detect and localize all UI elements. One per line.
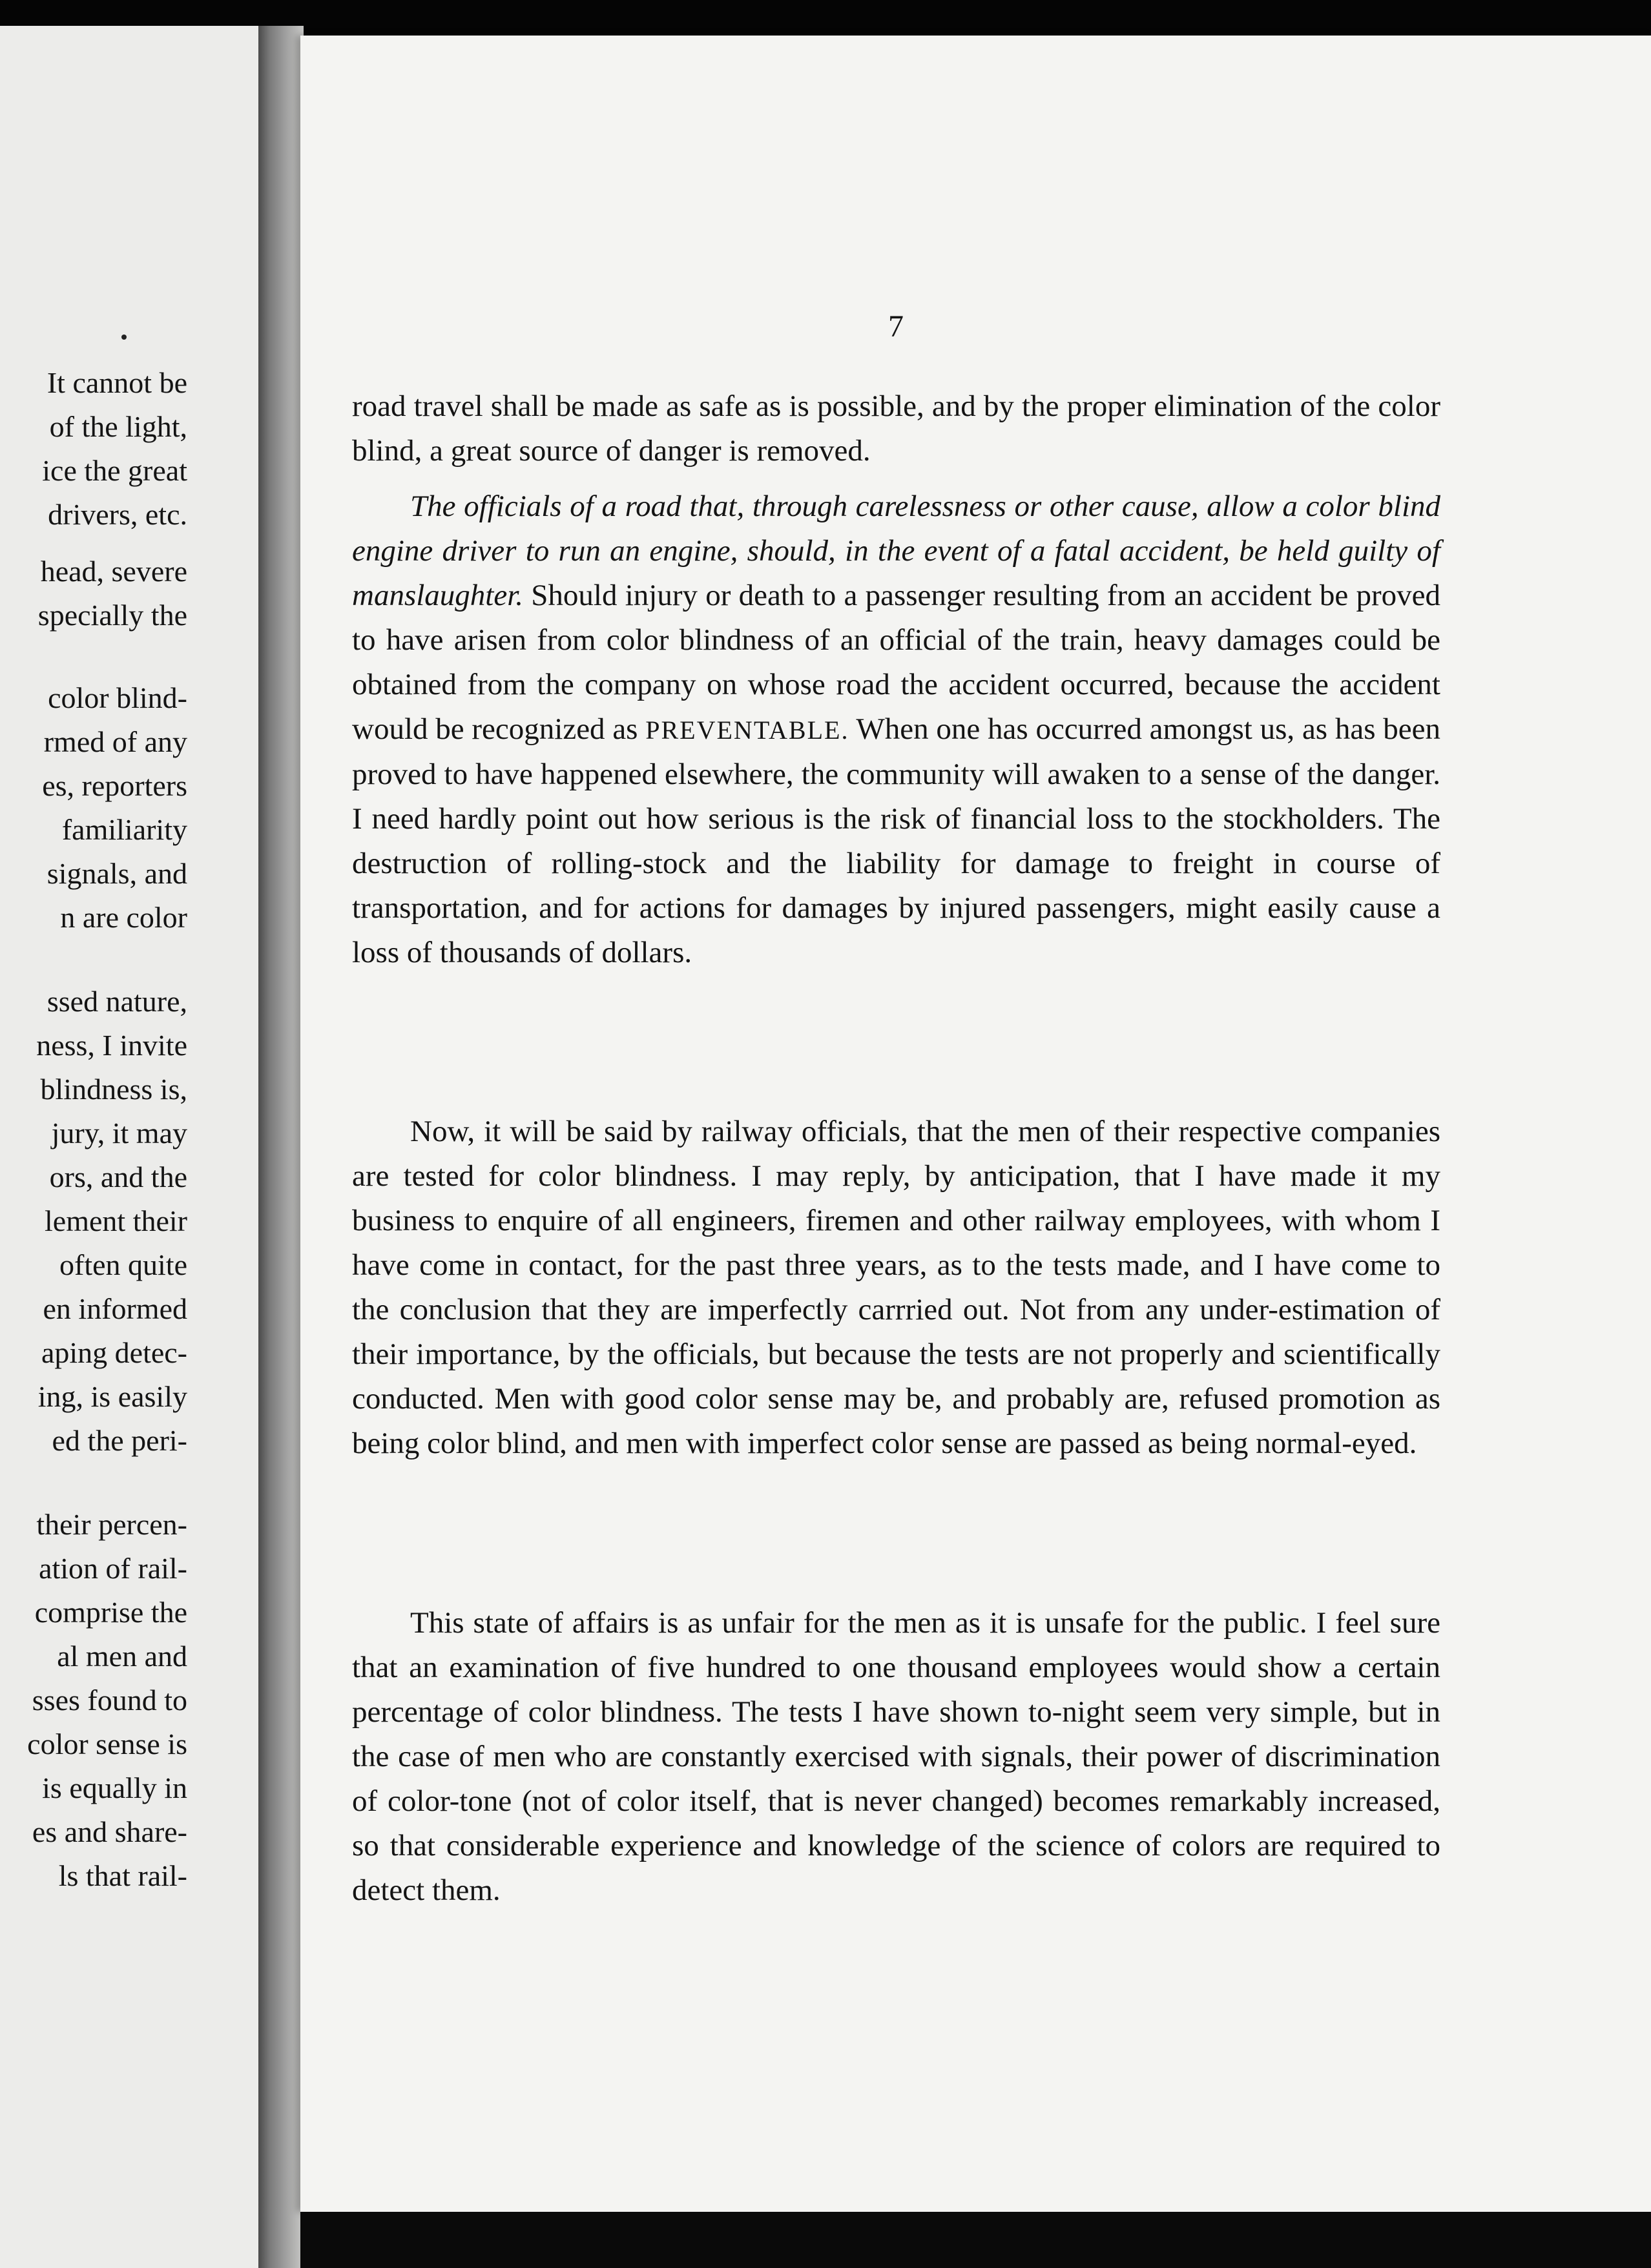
facing-page-line: ness, I invite xyxy=(36,1029,187,1062)
facing-page-line: ssed nature, xyxy=(47,985,187,1018)
facing-page-line: ls that rail- xyxy=(58,1859,187,1892)
facing-page-line: blindness is, xyxy=(40,1073,187,1106)
paragraph-2 xyxy=(352,484,1440,975)
scan-border-bottom xyxy=(300,2212,1651,2268)
facing-page-line: es and share- xyxy=(32,1815,187,1848)
facing-page-line: ation of rail- xyxy=(39,1552,187,1585)
facing-page-line: color blind- xyxy=(48,681,187,714)
facing-page-line: head, severe xyxy=(40,555,187,588)
paragraph-2-italic: The officials of a road that, through carelessness or other cause, allow a color blind engine driver to run an engine, should, in the event of a fatal accident, be held guilty of manslaughter. xyxy=(352,490,1440,612)
facing-page-line: jury, it may xyxy=(51,1117,187,1149)
facing-page-left xyxy=(0,26,271,2268)
facing-page-line: lement their xyxy=(45,1204,187,1237)
paragraph-3: Now, it will be said by railway officials, that the men of their respective companies are tested for color blindness. I may reply, by anticipation, that I have made it my business to enquire of all engineers, firemen and other railway employees, with whom I have come in contact, for the past three years, as to the tests made, and I have come to the conclusion that they are imperfectly carrried out. Not from any under-estimation of their importance, by the officials, but because the tests are not properly and scientifically conducted. Men with good color sense may be, and probably are, refused promotion as being color blind, and men with imperfect color sense are passed as being normal-eyed. xyxy=(352,1115,1440,1460)
facing-page-line: al men and xyxy=(57,1640,187,1673)
facing-page-line: ors, and the xyxy=(49,1160,187,1193)
facing-page-line: ice the great xyxy=(42,454,187,487)
paragraph-4: This state of affairs is as unfair for the men as it is unsafe for the public. I feel sure that an examination of five hundred to one thousand employees would show a certain percentage of color blindness. The tests I have shown to-night seem very simple, but in the case of men who are constantly exercised with signals, their power of discrimination of color-tone (not of color itself, that is never changed) becomes remarkably increased, so that considerable experience and knowledge of the science of colors are required to detect them. xyxy=(352,1606,1440,1907)
paragraph-1: road travel shall be made as safe as is possible, and by the proper elimination of the color blind, a great source of danger is removed. xyxy=(352,389,1440,468)
paragraph-2-text-b: When one has occurred amongst us, as has been proved to have happened elsewhere, the community will awaken to a sense of the danger. I need hardly point out how serious is the risk of financial loss to the stockholders. The destruction of rolling-stock and the liability for damage to freight in course of transportation, and for actions for damages by injured passengers, might easily cause a loss of thousands of dollars. xyxy=(352,712,1440,969)
facing-page-line: ed the peri- xyxy=(52,1424,187,1457)
facing-page-line: rmed of any xyxy=(43,725,187,758)
facing-page-line: It cannot be xyxy=(47,366,187,399)
facing-page-line: en informed xyxy=(43,1292,187,1325)
facing-page-line: familiarity xyxy=(61,813,187,846)
page-number: 7 xyxy=(888,309,904,344)
facing-page-line: drivers, etc. xyxy=(48,498,187,531)
facing-page-line: signals, and xyxy=(47,857,187,890)
facing-page-line: n are color xyxy=(60,901,187,934)
facing-page-line: es, reporters xyxy=(42,769,187,802)
facing-page-line: comprise the xyxy=(34,1596,187,1629)
facing-page-line: aping detec- xyxy=(41,1336,187,1369)
facing-page-line: is equally in xyxy=(42,1771,187,1804)
book-gutter xyxy=(258,26,304,2268)
facing-page-line: color sense is xyxy=(27,1727,187,1760)
facing-page-line: often quite xyxy=(59,1248,187,1281)
paragraph-2-text-a: Should injury or death to a passenger resulting from an accident be proved to have arisen from color blindness of an official of the train, heavy damages could be obtained from the company on whose road the accident occurred, because the accident would be recognized as xyxy=(352,579,1440,746)
paragraph-2-smallcaps: PREVENTABLE. xyxy=(645,716,849,745)
facing-page-line: their percen- xyxy=(36,1508,187,1541)
facing-page-line: sses found to xyxy=(32,1684,187,1716)
facing-page-line: specially the xyxy=(37,599,187,632)
facing-page-line: of the light, xyxy=(49,410,187,443)
facing-page-line: ing, is easily xyxy=(37,1380,187,1413)
ink-dot xyxy=(121,335,127,340)
